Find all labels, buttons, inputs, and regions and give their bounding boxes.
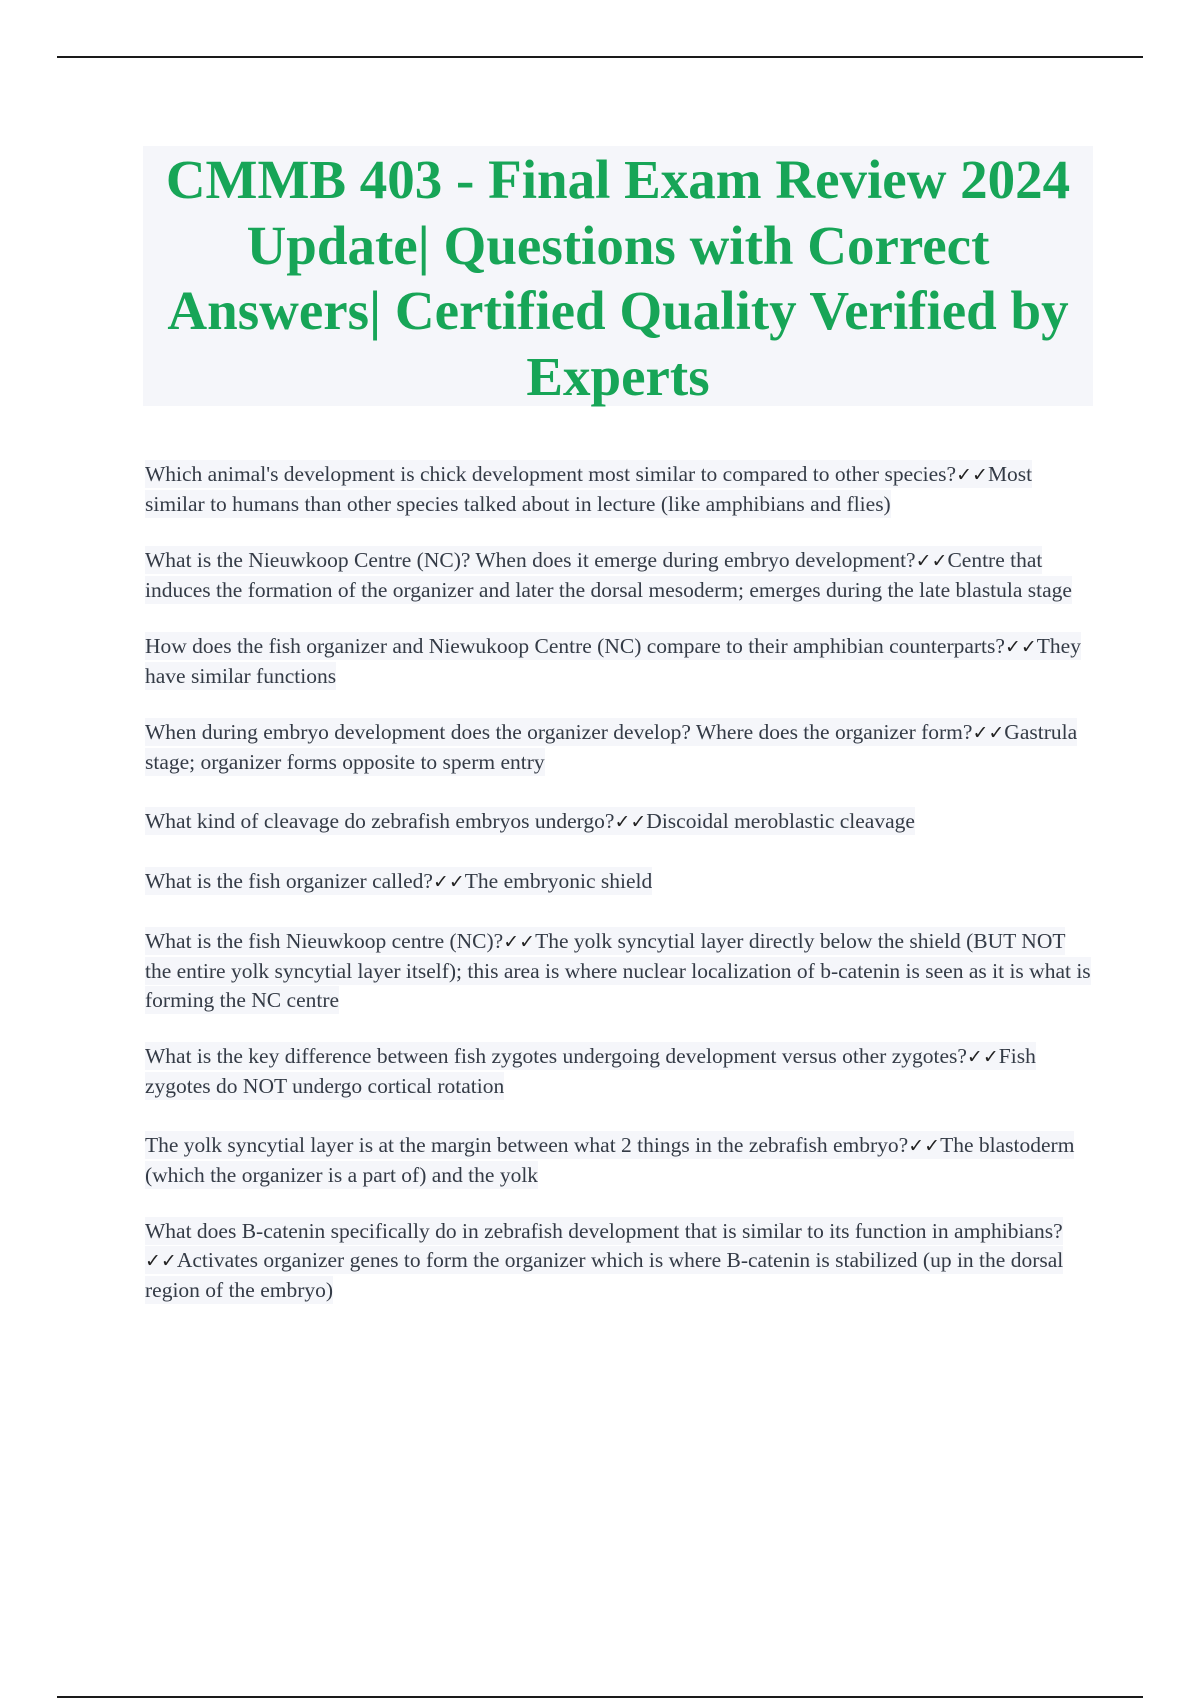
double-check-icon: ✓✓ [972,722,1005,744]
double-check-icon: ✓✓ [966,1046,999,1068]
qa-item [145,1217,1091,1305]
double-check-icon: ✓✓ [145,1250,177,1272]
top-rule [57,56,1143,58]
question-text: How does the fish organizer and Niewukoop Centre (NC) compare to their amphibian counterparts? [145,634,1005,658]
answer-text: Discoidal meroblastic cleavage [646,809,915,833]
question-text: Which animal's development is chick development most similar to compared to other species? [145,462,957,486]
question-text: What is the key difference between fish zygotes undergoing development versus other zygotes? [145,1044,967,1068]
question-text: What is the fish organizer called? [145,869,433,893]
double-check-icon: ✓✓ [503,931,536,953]
question-text: When during embryo development does the organizer develop? Where does the organizer form? [145,720,973,744]
answer-text: The blastoderm (which the organizer is a part of) and the yolk [145,1133,1075,1187]
question-text: What is the fish Nieuwkoop centre (NC)? [145,929,504,953]
question-text: What is the Nieuwkoop Centre (NC)? When does it emerge during embryo development? [145,548,916,572]
double-check-icon: ✓✓ [908,1135,941,1157]
qa-item [145,927,1091,1015]
double-check-icon: ✓✓ [915,550,948,572]
double-check-icon: ✓✓ [614,811,647,833]
qa-item [145,867,1091,897]
bottom-rule [57,1696,1143,1698]
question-text: The yolk syncytial layer is at the margin between what 2 things in the zebrafish embryo? [145,1133,909,1157]
answer-text: Fish zygotes do NOT undergo cortical rotation [145,1044,1036,1098]
qa-item [145,807,1091,837]
answer-text: They have similar functions [145,634,1081,688]
double-check-icon: ✓✓ [956,464,988,486]
answer-text: Activates organizer genes to form the organizer which is where B-catenin is stabilized (up in the dorsal region of the embryo) [145,1248,1064,1302]
question-text: What kind of cleavage do zebrafish embryos undergo? [145,809,615,833]
answer-text: Most similar to humans than other species talked about in lecture (like amphibians and flies) [145,462,1033,516]
answer-text: Centre that induces the formation of the organizer and later the dorsal mesoderm; emerges during the late blastula stage [145,548,1072,602]
answer-text: The yolk syncytial layer directly below the shield (BUT NOT the entire yolk syncytial layer itself); this area is where nuclear localization of b-catenin is seen as it is what is forming the NC centre [145,929,1091,1012]
qa-list [145,460,1091,1305]
qa-item [145,546,1091,605]
question-text: What does B-catenin specifically do in zebrafish development that is similar to its function in amphibians? [145,1219,1063,1243]
qa-item [145,460,1091,519]
double-check-icon: ✓✓ [1004,636,1037,658]
double-check-icon: ✓✓ [432,871,465,893]
answer-text: Gastrula stage; organizer forms opposite to sperm entry [145,720,1078,774]
qa-item [145,718,1091,777]
document-title: CMMB 403 - Final Exam Review 2024 Update| Questions with Correct Answers| Certified Quality Verified by Experts [165,149,1071,407]
qa-item [145,1131,1091,1190]
title-banner [143,146,1093,406]
qa-item [145,1042,1091,1101]
answer-text: The embryonic shield [464,869,653,893]
qa-item [145,632,1091,691]
